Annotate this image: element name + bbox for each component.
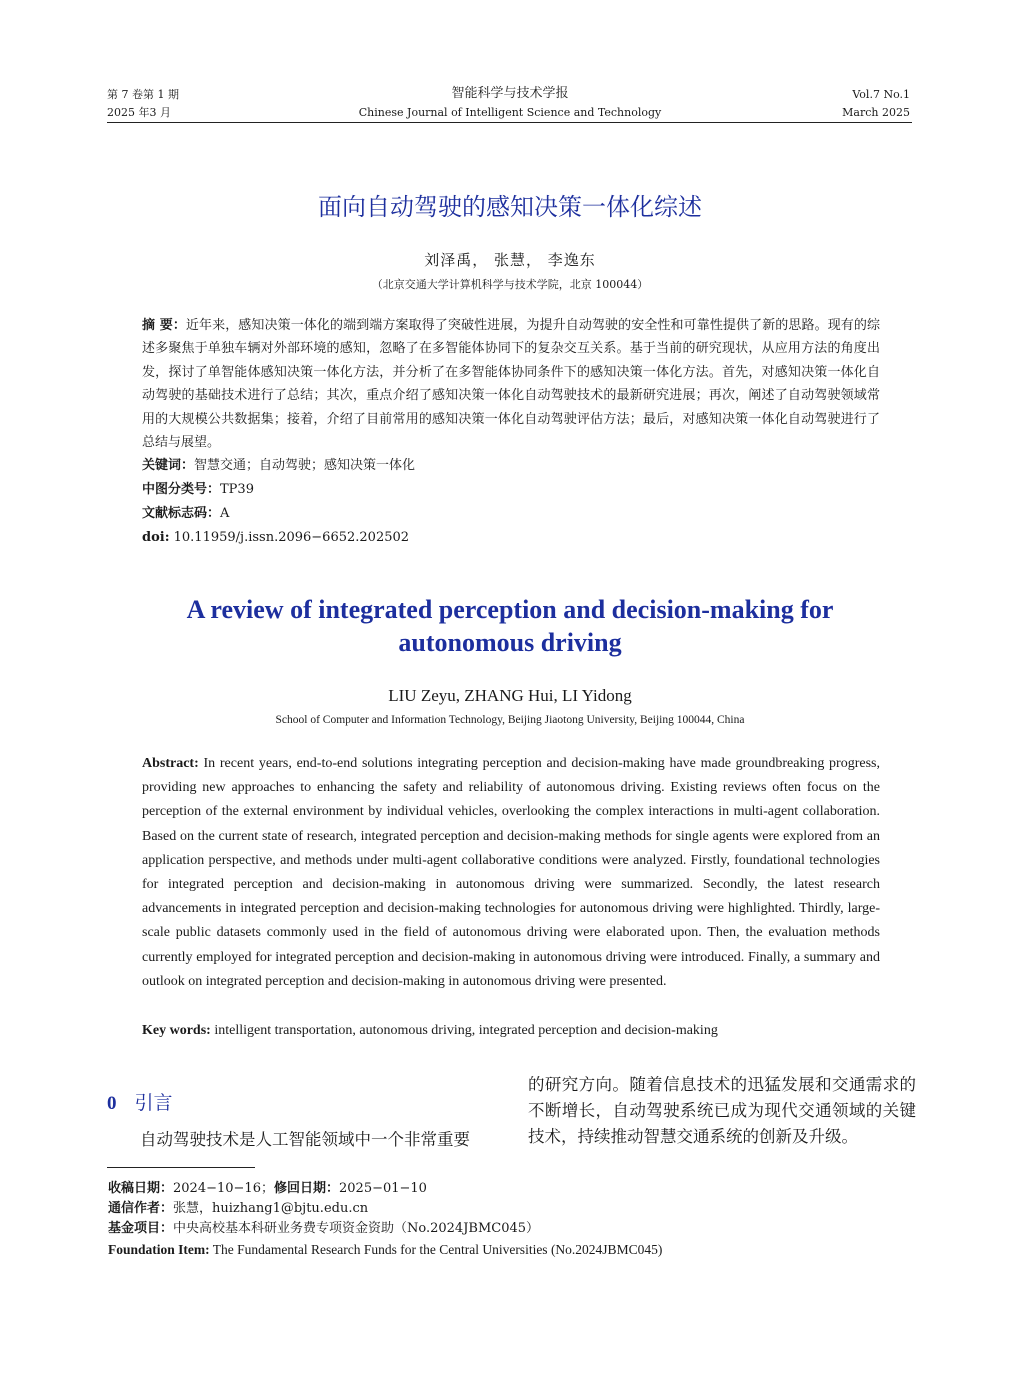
received-label: 收稿日期： [108,1181,174,1196]
affiliation-en: School of Computer and Information Technology, Beijing Jiaotong University, Beijing 100044, China [275,714,745,726]
doi [142,526,880,550]
abstract-en [142,752,880,994]
paper-title-cn: 面向自动驾驶的感知决策一体化综述 [318,193,702,221]
header-rule [107,122,912,123]
authors-cn: 刘泽禹， 张慧， 李逸东 [424,251,596,269]
authors-en: LIU Zeyu, ZHANG Hui, LI Yidong [388,686,632,705]
paper-title-en-line2: autonomous driving [398,628,622,657]
document-code-label: 文献标志码： [142,506,221,521]
doi-label: doi: [142,530,170,545]
keywords-text-en: intelligent transportation, autonomous driving, integrated perception and decision-making [210,1023,718,1038]
paper-title-en-line1: A review of integrated perception and decision-making for [186,595,834,624]
revised-label: 修回日期： [273,1181,339,1196]
funding-label-en: Foundation Item: [108,1242,210,1257]
affiliation-cn: （北京交通大学计算机科学与技术学院，北京 100044） [371,278,649,291]
journal-name [300,84,720,122]
keywords-label-cn: 关键词： [142,458,195,473]
body-column-right: 的研究方向。随着信息技术的迅猛发展和交通需求的不断增长，自动驾驶系统已成为现代交通领域的关键技术，持续推动智慧交通系统的创新及升级。 [528,1075,916,1146]
footnote-funding-en [108,1240,662,1260]
volume-issue-en: Vol.7 No.1 [852,88,910,101]
paper-title-en [0,593,1020,659]
abstract-text-en: In recent years, end-to-end solutions integrating perception and decision-making have made groundbreaking progress, providing new approaches to enhancing the safety and reliability of autonomous driving. Existing reviews often focus on the perception of the external environment by individual vehicles, overlooking the complex interactions in multi-agent collaboration. Based on the current state of research, integrated perception and decision-making methods for single agents were explored from an application perspective, and methods under multi-agent collaborative conditions were analyzed. Firstly, foundational technologies for integrated perception and decision-making in autonomous driving were summarized. Secondly, the latest research advancements in integrated perception and decision-making technologies for autonomous driving were highlighted. Thirdly, large-scale public datasets commonly used in the field of autonomous driving were elaborated upon. Then, the evaluation methods currently employed for integrated perception and decision-making in autonomous driving were introduced. Finally, a summary and outlook on integrated perception and decision-making in autonomous driving were presented. [142,756,880,989]
clc-value: TP39 [220,482,254,497]
abstract-label-cn: 摘 要： [142,318,186,333]
volume-issue-cn: 第 7 卷第 1 期 [107,88,179,101]
document-code [142,502,880,526]
journal-name-en: Chinese Journal of Intelligent Science and Technology [358,106,662,119]
footnote-funding-cn [108,1219,539,1239]
revised-value: 2025−01−10 [339,1181,427,1196]
date-en: March 2025 [842,106,910,119]
abstract-text-cn: 近年来，感知决策一体化的端到端方案取得了突破性进展，为提升自动驾驶的安全性和可靠性提供了新的思路。现有的综述多聚焦于单独车辆对外部环境的感知，忽略了在多智能体协同下的复杂交互关系。基于当前的研究现状，从应用方法的角度出发，探讨了单智能体感知决策一体化方法，并分析了在多智能体协同条件下的感知决策一体化方法。首先，对感知决策一体化自动驾驶的基础技术进行了总结；其次，重点介绍了感知决策一体化自动驾驶技术的最新研究进展；再次，阐述了自动驾驶领域常用的大规模公共数据集；接着，介绍了目前常用的感知决策一体化自动驾驶评估方法；最后，对感知决策一体化自动驾驶进行了总结与展望。 [142,318,880,451]
keywords-en [142,1019,880,1043]
body-column-left: 自动驾驶技术是人工智能领域中一个非常重要 [140,1130,470,1149]
doi-value[interactable]: 10.11959/j.issn.2096−6652.202502 [169,530,410,545]
journal-volume-info [842,86,910,122]
keywords-cn [142,454,880,478]
corresponding-label: 通信作者： [108,1201,174,1216]
funding-value-en: The Fundamental Research Funds for the Central Universities (No.2024JBMC045) [209,1242,663,1257]
keywords-text-cn: 智慧交通；自动驾驶；感知决策一体化 [194,458,416,473]
clc-label: 中图分类号： [142,482,221,497]
clc-number [142,478,880,502]
journal-name-cn: 智能科学与技术学报 [451,86,569,101]
footnote-dates [108,1179,427,1199]
date-cn: 2025 年3 月 [107,106,171,119]
abstract-cn [142,314,880,454]
section-heading-introduction [107,1088,173,1115]
received-value: 2024−10−16； [173,1181,274,1196]
section-title: 引言 [134,1092,173,1114]
abstract-label-en: Abstract: [142,756,199,771]
keywords-label-en: Key words: [142,1023,211,1038]
section-number: 0 [107,1093,117,1114]
footnote-rule [107,1167,255,1168]
funding-value-cn: 中央高校基本科研业务费专项资金资助（No.2024JBMC045） [173,1221,540,1236]
corresponding-value[interactable]: 张慧，huizhang1@bjtu.edu.cn [173,1201,369,1216]
document-code-value: A [220,506,230,521]
footnote-corresponding-author [108,1199,368,1219]
journal-issue-info [107,86,179,122]
funding-label-cn: 基金项目： [108,1221,174,1236]
